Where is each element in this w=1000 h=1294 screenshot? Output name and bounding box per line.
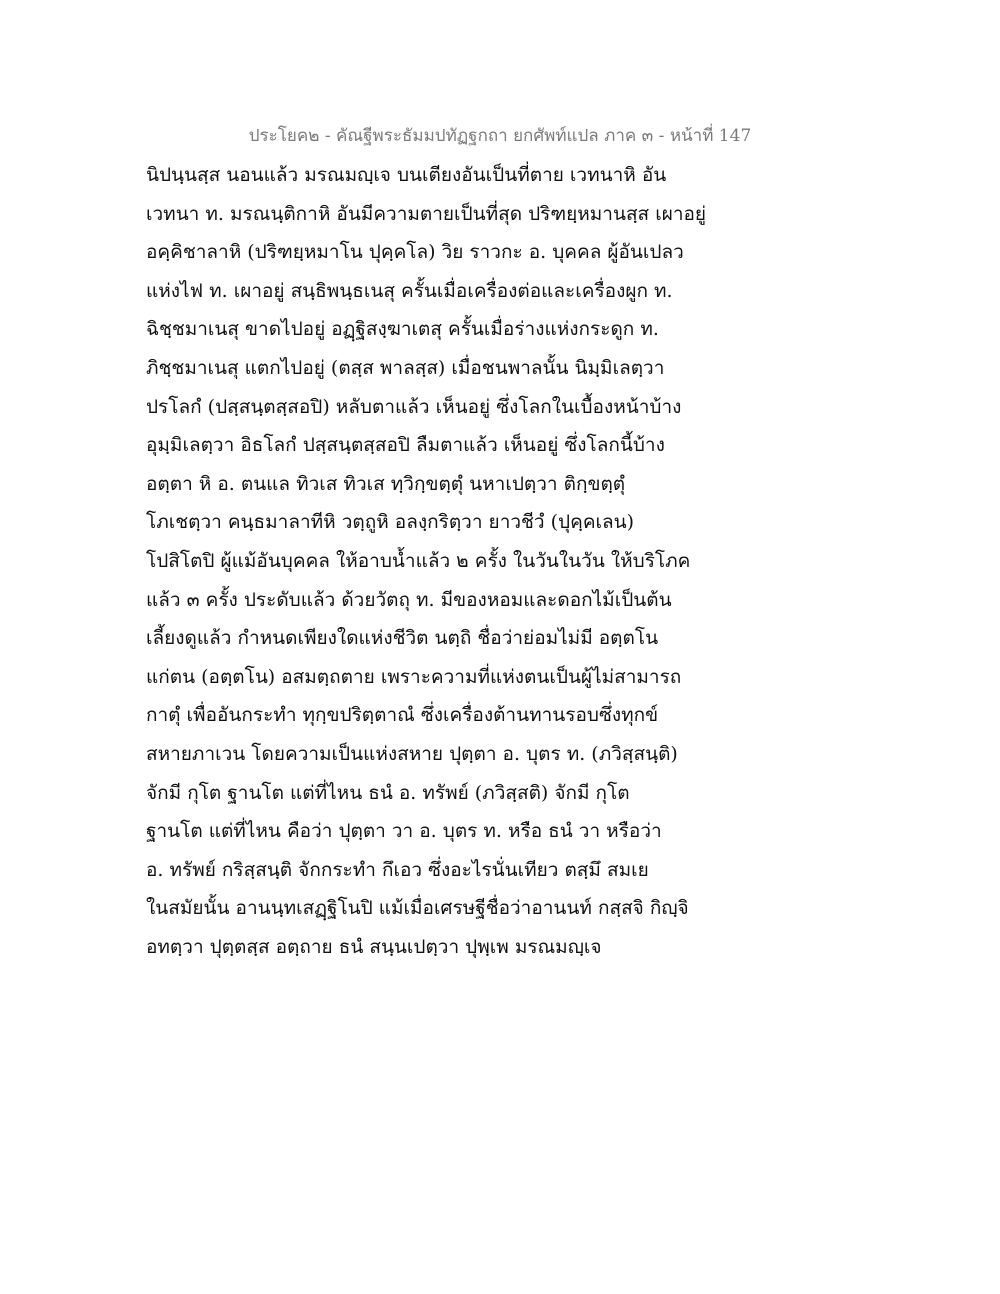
text-line: จักมี กุโต ฐานโต แต่ที่ไหน ธนํ อ. ทรัพย์ (ภวิสฺสติ) จักมี กุโต	[146, 781, 630, 804]
text-line: โภเชตฺวา คนฺธมาลาทีหิ วตฺถูหิ อลงฺกริตฺวา ยาวชีวํ (ปุคฺคเลน)	[146, 511, 635, 534]
text-line: อคฺคิชาลาหิ (ปริฑยฺหมาโน ปุคฺคโล) วิย ราวกะ อ. บุคคล ผู้อันเปลว	[146, 241, 684, 264]
text-line: ปรโลกํ (ปสฺสนฺตสฺสอปิ) หลับตาแล้ว เห็นอยู่ ซึ่งโลกในเบื้องหน้าบ้าง	[146, 395, 682, 418]
text-line: อ. ทรัพย์ กริสฺสนฺติ จักกระทำ กึเอว ซึ่งอะไรนั่นเทียว ตสฺมึ สมเย	[146, 858, 649, 881]
text-line: แห่งไฟ ท. เผาอยู่ สนฺธิพนฺธเนสุ ครั้นเมื่อเครื่องต่อและเครื่องผูก ท.	[146, 279, 673, 302]
text-line: ภิชฺชมาเนสุ แตกไปอยู่ (ตสฺส พาลสฺส) เมื่อชนพาลนั้น นิมฺมิเลตฺวา	[146, 356, 665, 379]
text-line: กาตุํ เพื่ออันกระทำ ทุกฺขปริตฺตาณํ ซึ่งเครื่องต้านทานรอบซึ่งทุกข์	[146, 704, 659, 727]
text-line: ฉิชฺชมาเนสุ ขาดไปอยู่ อฏฺฐิสงฺฆาเตสุ ครั้นเมื่อร่างแห่งกระดูก ท.	[146, 318, 659, 341]
text-line: เลี้ยงดูแล้ว กำหนดเพียงใดแห่งชีวิต นตฺถิ ชื่อว่าย่อมไม่มี อตฺตโน	[146, 627, 659, 650]
text-line: โปสิโตปิ ผู้แม้อันบุคคล ให้อาบน้ำแล้ว ๒ ครั้ง ในวันในวัน ให้บริโภค	[146, 549, 691, 572]
text-line: เวทนา ท. มรณนฺติกาหิ อันมีความตายเป็นที่สุด ปริฑยฺหมานสฺส เผาอยู่	[146, 202, 707, 225]
text-line: ฐานโต แต่ที่ไหน คือว่า ปุตฺตา วา อ. บุตร ท. หรือ ธนํ วา หรือว่า	[146, 820, 662, 843]
text-line: สหายภาเวน โดยความเป็นแห่งสหาย ปุตฺตา อ. บุตร ท. (ภวิสฺสนฺติ)	[146, 742, 678, 765]
text-line: แก่ตน (อตฺตโน) อสมตฺถตาย เพราะความที่แห่งตนเป็นผู้ไม่สามารถ	[146, 665, 682, 688]
text-line: อุมฺมิเลตฺวา อิธโลกํ ปสฺสนฺตสฺสอปิ ลืมตาแล้ว เห็นอยู่ ซึ่งโลกนี้บ้าง	[146, 434, 665, 457]
text-line: ในสมัยนั้น อานนฺทเสฏฺฐิโนปิ แม้เมื่อเศรษฐีชื่อว่าอานนท์ กสฺสจิ กิญฺจิ	[146, 897, 689, 920]
body-text	[146, 156, 746, 966]
running-header: ประโยค๒ - คัณฐีพระธัมมปทัฏฐกถา ยกศัพท์แปล ภาค ๓ - หน้าที่ 147	[248, 126, 752, 146]
text-line: แล้ว ๓ ครั้ง ประดับแล้ว ด้วยวัตถุ ท. มีของหอมและดอกไม้เป็นต้น	[146, 588, 672, 611]
text-line: อตฺตา หิ อ. ตนแล ทิวเส ทิวเส ทฺวิกฺขตฺตุํ นหาเปตฺวา ติกฺขตฺตุํ	[146, 472, 626, 495]
text-line: อทตฺวา ปุตฺตสฺส อตฺถาย ธนํ สนฺนเปตฺวา ปุพฺเพ มรณมญฺเจ	[146, 935, 602, 958]
text-line: นิปนฺนสฺส นอนแล้ว มรณมญฺเจ บนเตียงอันเป็นที่ตาย เวทนาหิ อัน	[146, 164, 667, 186]
